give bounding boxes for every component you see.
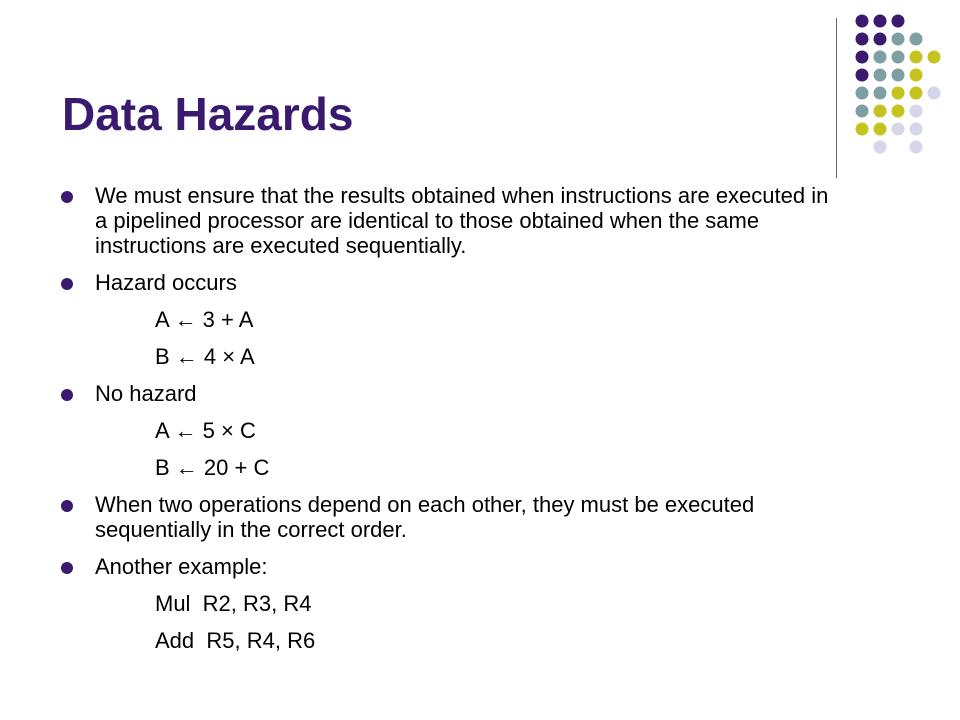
decorative-dot (874, 105, 887, 118)
decorative-dot (892, 123, 905, 136)
decorative-dot (910, 123, 923, 136)
code-line: A ← 5 × C (155, 418, 256, 443)
decorative-dot (856, 87, 869, 100)
decorative-dot (874, 51, 887, 64)
decorative-dot (892, 105, 905, 118)
decorative-dot (856, 33, 869, 46)
decorative-dot (910, 105, 923, 118)
code-line: A ← 3 + A (155, 307, 254, 332)
decorative-dot (892, 87, 905, 100)
decorative-dot (856, 69, 869, 82)
decorative-dot (892, 15, 905, 28)
decorative-dot (910, 51, 923, 64)
decorative-dot (910, 69, 923, 82)
bullet-text: When two operations depend on each other, they must be executed sequentially in the correct order. (95, 492, 755, 542)
decorative-dot (856, 123, 869, 136)
bullet-item (60, 492, 840, 542)
bullet-dot-icon (61, 562, 73, 574)
bullet-text: We must ensure that the results obtained when instructions are executed in a pipelined processor are identical to those obtained when the same instructions are executed sequentially. (95, 183, 829, 258)
bullet-dot-icon (61, 500, 73, 512)
bullet-text: Hazard occurs (95, 270, 237, 295)
code-line: B ← 20 + C (155, 455, 270, 480)
decorative-dot (874, 69, 887, 82)
vertical-divider (836, 18, 837, 178)
bullet-item (60, 381, 840, 406)
decorative-dot (928, 87, 941, 100)
bullet-dot-icon (61, 389, 73, 401)
decorative-dot (874, 15, 887, 28)
decorative-dot (928, 51, 941, 64)
slide-title: Data Hazards (62, 88, 354, 140)
bullet-item (60, 270, 840, 295)
decorative-dot (856, 15, 869, 28)
decorative-dot (874, 33, 887, 46)
code-line: Mul R2, R3, R4 (155, 591, 312, 616)
slide-body (60, 183, 840, 665)
bullet-dot-icon (61, 191, 73, 203)
decorative-dot (874, 123, 887, 136)
decorative-dot (856, 105, 869, 118)
decorative-dot (910, 33, 923, 46)
decorative-dot (874, 87, 887, 100)
bullet-text: Another example: (95, 554, 268, 579)
bullet-item (60, 554, 840, 579)
bullet-item (60, 183, 840, 258)
bullet-text: No hazard (95, 381, 197, 406)
code-line: B ← 4 × A (155, 344, 255, 369)
decorative-dot (910, 141, 923, 154)
bullet-dot-icon (61, 278, 73, 290)
code-line: Add R5, R4, R6 (155, 628, 316, 653)
decorative-dot (874, 141, 887, 154)
decorative-dot (856, 51, 869, 64)
decorative-dot (910, 87, 923, 100)
decorative-dot (892, 33, 905, 46)
decorative-dot (892, 51, 905, 64)
decorative-dot (892, 69, 905, 82)
